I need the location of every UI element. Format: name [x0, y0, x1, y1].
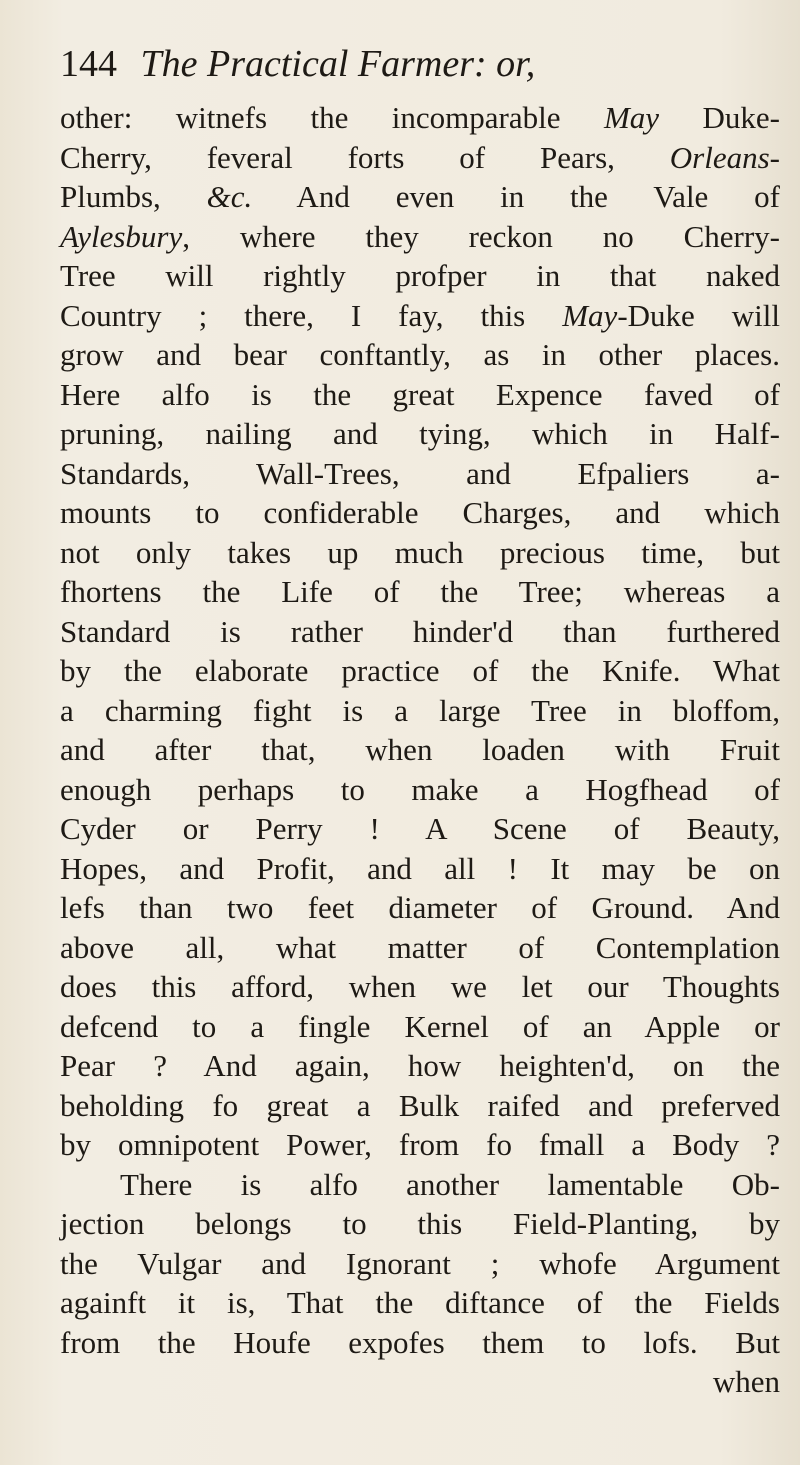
text-segment: Country ; there, I fay, this	[60, 297, 563, 333]
text-line	[60, 1323, 780, 1363]
text-line	[60, 691, 780, 731]
text-line	[60, 730, 780, 770]
text-line	[60, 217, 780, 257]
text-line	[60, 572, 780, 612]
text-segment: does this afford, when we let our Thoughts	[60, 969, 780, 1004]
italic-text: Orleans-	[669, 139, 780, 175]
text-segment: grow and bear conftantly, as in other places.	[60, 337, 780, 372]
text-segment: above all, what matter of Contemplation	[60, 929, 780, 965]
italic-text: May	[603, 100, 660, 135]
text-line	[60, 849, 780, 889]
text-line	[60, 177, 780, 217]
running-title: The Practical Farmer: or,	[140, 43, 536, 85]
text-segment: beholding fo great a Bulk raifed and preferved	[60, 1087, 780, 1123]
text-segment: pruning, nailing and tying, which in Half-	[60, 416, 780, 451]
text-line	[60, 138, 780, 178]
text-segment: Duke-	[659, 100, 780, 135]
text-line	[60, 612, 780, 652]
text-line	[60, 770, 780, 810]
text-line	[60, 414, 780, 454]
text-line	[60, 967, 780, 1007]
text-segment: And even in the Vale of	[252, 179, 781, 214]
text-line	[60, 1283, 780, 1323]
text-segment: enough perhaps to make a Hogfhead of	[60, 771, 780, 807]
text-segment: Pear ? And again, how heighten'd, on the	[60, 1048, 780, 1083]
text-segment: Cyder or Perry ! A Scene of Beauty,	[60, 811, 780, 846]
text-segment: mounts to confiderable Charges, and which	[60, 495, 780, 530]
text-line	[60, 98, 780, 138]
text-segment: by the elaborate practice of the Knife. What	[60, 653, 780, 688]
text-line	[60, 1086, 780, 1126]
italic-text: &c.	[206, 179, 253, 214]
text-segment: and after that, when loaden with Fruit	[60, 732, 780, 767]
text-line	[60, 533, 780, 573]
text-segment: other: witnefs the incomparable	[60, 100, 604, 135]
text-line	[60, 1244, 780, 1284]
text-segment: Hopes, and Profit, and all ! It may be on	[60, 850, 780, 886]
text-line	[60, 335, 780, 375]
text-segment: jection belongs to this Field-Planting, by	[60, 1206, 780, 1241]
body-text	[60, 98, 780, 1402]
text-segment: a charming fight is a large Tree in bloffom,	[60, 692, 780, 728]
text-segment: not only takes up much precious time, but	[60, 534, 780, 570]
text-segment: , where they reckon no Cherry-	[182, 218, 780, 254]
text-line	[60, 651, 780, 691]
page-header	[60, 34, 780, 94]
text-line	[60, 888, 780, 928]
text-line	[60, 256, 780, 296]
text-line	[60, 375, 780, 415]
text-line	[60, 1165, 780, 1205]
text-line	[60, 454, 780, 494]
text-segment: Standards, Wall-Trees, and Efpaliers a-	[60, 455, 780, 491]
text-segment: from the Houfe expofes them to lofs. But	[60, 1324, 780, 1360]
text-line	[60, 1125, 780, 1165]
page-number: 144	[60, 43, 117, 85]
text-segment: fhortens the Life of the Tree; whereas a	[60, 574, 780, 609]
text-line	[60, 1046, 780, 1086]
text-segment: by omnipotent Power, from fo fmall a Body ?	[60, 1127, 780, 1162]
text-segment: againft it is, That the diftance of the Fields	[60, 1285, 780, 1320]
text-segment: Cherry, feveral forts of Pears,	[60, 139, 670, 175]
text-line	[60, 1362, 780, 1402]
text-line	[60, 493, 780, 533]
italic-text: Aylesbury	[60, 218, 183, 254]
text-segment: Tree will rightly profper in that naked	[60, 258, 780, 293]
text-segment: Plumbs,	[60, 179, 207, 214]
text-line	[60, 1007, 780, 1047]
text-line	[60, 928, 780, 968]
text-segment: Standard is rather hinder'd than furthered	[60, 613, 780, 649]
italic-text: May	[562, 297, 618, 333]
text-segment: defcend to a fingle Kernel of an Apple or	[60, 1008, 780, 1044]
text-segment: -Duke will	[617, 297, 780, 333]
text-segment: lefs than two feet diameter of Ground. And	[60, 890, 780, 925]
text-segment: when	[712, 1364, 780, 1399]
text-segment: Here alfo is the great Expence faved of	[60, 376, 780, 412]
text-line	[60, 1204, 780, 1244]
text-line	[60, 296, 780, 336]
text-segment: There is alfo another lamentable Ob-	[120, 1166, 780, 1202]
text-line	[60, 809, 780, 849]
text-segment: the Vulgar and Ignorant ; whofe Argument	[60, 1245, 780, 1281]
